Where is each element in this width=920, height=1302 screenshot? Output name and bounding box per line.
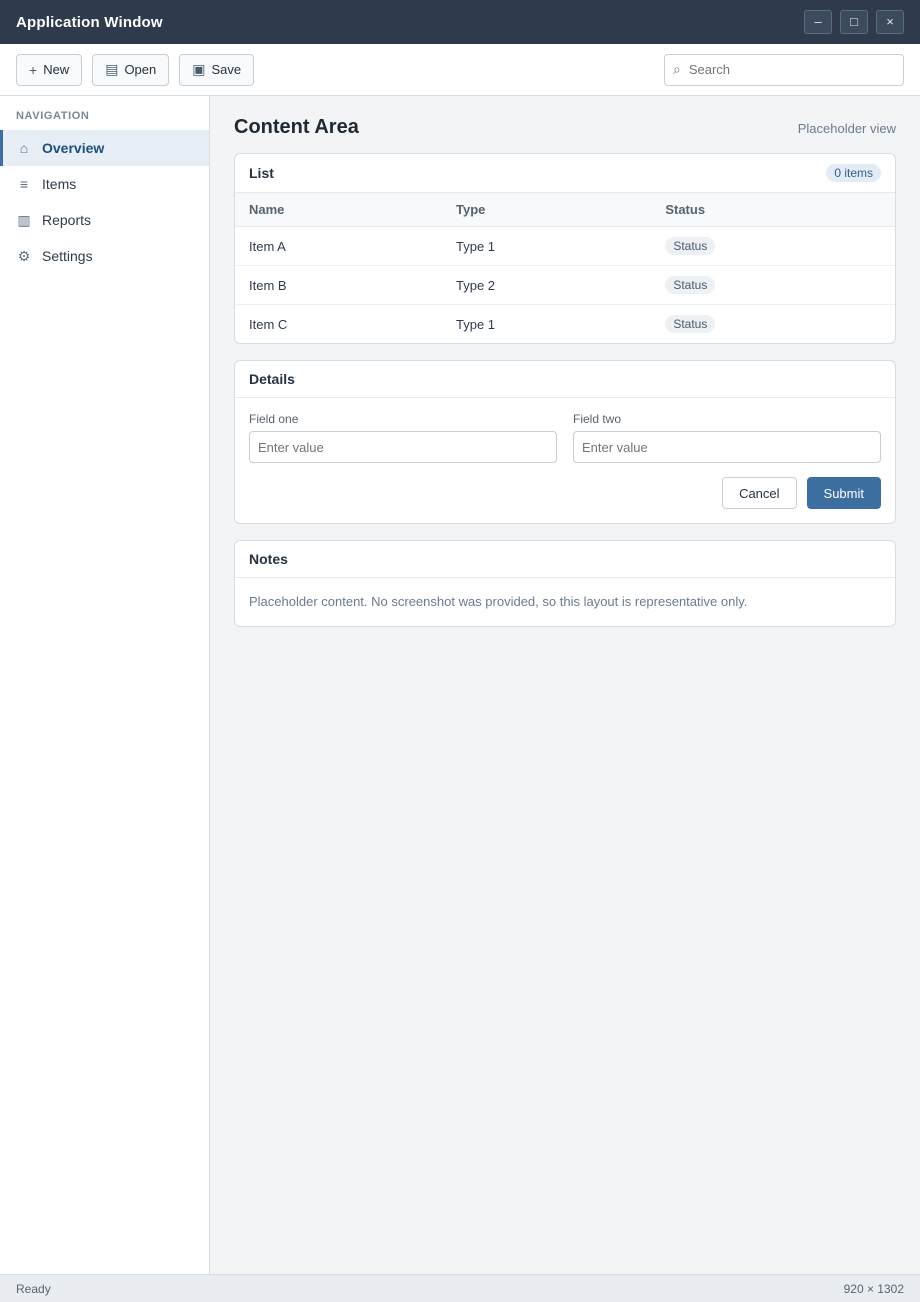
close-button[interactable]: × [876,10,904,34]
table-cell: Type 1 [442,227,651,266]
status-badge: Status [665,315,715,333]
sidebar-item-label: Items [42,176,77,192]
sidebar-item-reports[interactable] [0,202,209,238]
table-cell [651,227,895,266]
new-button-label: New [43,62,70,77]
save-button[interactable] [179,54,254,86]
status-badge: Status [665,237,715,255]
main-content [210,96,920,1274]
field-one-input[interactable] [249,431,557,463]
chart-icon: ▥ [17,211,31,228]
field-group [573,412,881,463]
notes-text: Placeholder content. No screenshot was provided, so this layout is representative only. [249,594,748,609]
column-header[interactable]: Type [442,193,651,227]
table-header-row [235,193,895,227]
new-button[interactable] [16,54,82,86]
sidebar-item-settings[interactable] [0,238,209,274]
body [0,96,920,1274]
main-header [234,116,896,139]
sidebar-heading: NAVIGATION [16,110,90,122]
count-badge: 0 items [826,164,881,182]
home-icon: ⌂ [19,140,29,156]
notes-panel [234,540,896,627]
list-panel-title: List [249,165,274,181]
table-cell: Item C [249,316,288,332]
list-icon: ≡ [19,176,29,192]
field-one-label: Field one [249,412,299,426]
save-button-label: Save [211,62,242,77]
form-panel-header [235,361,895,398]
table-cell: Item B [235,266,442,305]
maximize-button[interactable]: □ [840,10,868,34]
page-title: Content Area [234,116,359,138]
toolbar [0,44,920,96]
plus-icon: + [29,61,38,78]
table-row[interactable] [235,266,895,305]
cancel-button[interactable]: Cancel [722,477,796,509]
table-cell: Type 2 [442,266,651,305]
search-icon: ⌕ [673,61,681,77]
search-box[interactable] [664,54,904,86]
status-badge: Status [665,276,715,294]
sidebar-item-label: Overview [42,140,105,156]
field-two-input[interactable] [573,431,881,463]
status-bar [0,1274,920,1302]
table-cell: Type 1 [456,316,496,332]
window-controls [804,10,904,34]
column-header[interactable]: Name [235,193,442,227]
column-header[interactable]: Status [651,193,895,227]
status-text: Ready [16,1281,51,1296]
page-subtitle: Placeholder view [797,121,896,136]
table-row[interactable] [235,227,895,266]
table-cell [651,305,895,344]
title-bar [0,0,920,44]
field-two-label: Field two [573,412,622,426]
folder-icon: ▤ [105,61,119,77]
notes-panel-header [235,541,895,578]
sidebar-item-overview[interactable] [0,130,209,166]
table-row[interactable] [235,305,895,344]
form-panel-title: Details [249,371,295,387]
list-panel [234,153,896,344]
notes-panel-title: Notes [249,551,288,567]
open-button[interactable] [92,54,169,86]
save-icon: ▣ [192,61,206,77]
data-table [235,193,895,343]
sidebar-item-label: Reports [42,212,92,228]
form-panel [234,360,896,524]
sidebar-item-label: Settings [42,248,93,264]
table-cell: Item A [235,227,442,266]
status-dimensions: 920 × 1302 [843,1281,904,1296]
search-input[interactable] [687,61,895,78]
table-cell [651,266,895,305]
field-group [249,412,557,463]
sidebar [0,96,210,1274]
gear-icon: ⚙ [17,247,31,264]
open-button-label: Open [124,62,157,77]
form-actions [235,477,895,523]
submit-button[interactable]: Submit [807,477,881,509]
sidebar-item-items[interactable] [0,166,209,202]
list-panel-header [235,154,895,193]
form-grid [235,398,895,477]
minimize-button[interactable]: – [804,10,832,34]
window-title: Application Window [16,13,163,31]
